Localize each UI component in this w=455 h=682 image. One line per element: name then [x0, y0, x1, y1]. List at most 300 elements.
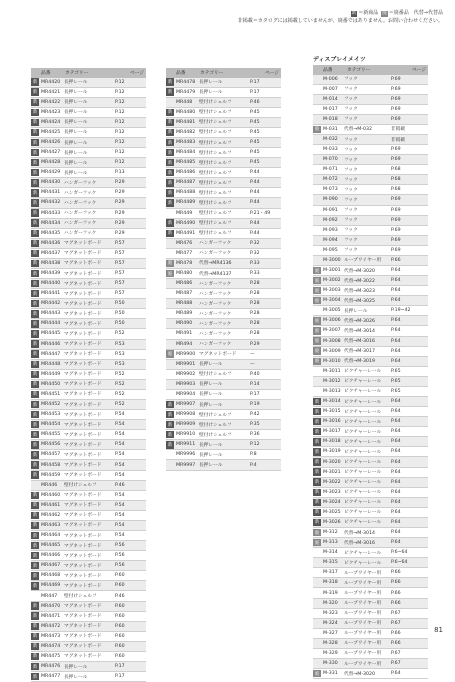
item-category: ハンガーフック	[63, 210, 111, 216]
table-row	[31, 299, 146, 309]
item-code: M-313	[321, 540, 343, 545]
item-code: M-318	[321, 580, 343, 585]
new-badge-icon: 新	[31, 602, 39, 609]
item-code: MR4451	[39, 392, 63, 397]
table-row	[166, 289, 281, 299]
item-category: ハンガーフック	[198, 311, 246, 317]
badge-empty	[313, 257, 321, 264]
item-code: MR4488	[174, 190, 198, 195]
item-page: P.36	[246, 432, 281, 437]
item-category: 壁付けシェルフ	[198, 180, 246, 186]
item-code: MR4440	[39, 281, 63, 286]
table-row	[166, 249, 281, 259]
table-row	[31, 410, 146, 420]
item-code: M-3007	[321, 328, 343, 333]
table-row	[31, 309, 146, 319]
item-code: MR4453	[39, 412, 63, 417]
item-page: P.60	[111, 624, 146, 629]
item-code: M-324	[321, 621, 343, 626]
item-page: P.66	[387, 258, 428, 263]
item-page: P.64	[387, 318, 428, 323]
table-row	[31, 219, 146, 229]
table-row	[31, 622, 146, 632]
table-row	[31, 370, 146, 380]
item-category: ピクチャーレール	[343, 560, 387, 566]
item-code: MR4474	[39, 644, 63, 649]
item-page: P.17	[111, 674, 146, 679]
item-category: 壁付けシェルフ	[198, 129, 246, 135]
item-page: P.64	[387, 439, 428, 444]
discontinued-badge-icon: 廃	[313, 327, 321, 334]
item-code: M-3012	[321, 379, 343, 384]
discontinued-badge-icon: 廃	[313, 267, 321, 274]
item-page: P.66	[387, 601, 428, 606]
new-badge-icon: 新	[31, 230, 39, 237]
item-category: 壁付けシェルフ	[198, 109, 246, 115]
item-page: P.64	[387, 540, 428, 545]
item-code: M-071	[321, 167, 343, 172]
item-page: P.69	[387, 77, 428, 82]
table-row	[313, 306, 428, 316]
badge-empty	[166, 451, 174, 458]
table-row	[166, 128, 281, 138]
item-category: 長押レール	[63, 150, 111, 156]
badge-empty	[166, 250, 174, 257]
new-badge-icon: 新	[31, 169, 39, 176]
item-page: P.54	[111, 442, 146, 447]
item-page: P.17	[246, 392, 281, 397]
item-page: P.64	[387, 349, 428, 354]
item-page: P.17	[111, 664, 146, 669]
item-category: 壁付けシェルフ	[198, 210, 246, 216]
table-row	[313, 538, 428, 548]
item-page: P.13	[111, 170, 146, 175]
new-badge-icon: 新	[31, 612, 39, 619]
item-category: マグネットボード	[63, 603, 111, 609]
item-page: P.57	[111, 281, 146, 286]
table-row	[313, 185, 428, 195]
item-code: M-094	[321, 238, 343, 243]
table-row	[313, 85, 428, 95]
item-code: M-317	[321, 570, 343, 575]
item-page: P.57	[111, 271, 146, 276]
table-row	[166, 88, 281, 98]
item-page: P.69	[387, 107, 428, 112]
new-badge-icon: 新	[31, 129, 39, 136]
item-category: マグネットボード	[63, 462, 111, 468]
item-code: MR476	[174, 241, 198, 246]
table-row	[313, 518, 428, 528]
item-category: マグネットボード	[63, 573, 111, 579]
item-code: MR4447	[39, 352, 63, 357]
item-code: MR4428	[39, 160, 63, 165]
new-badge-icon: 新	[313, 509, 321, 516]
table-row	[313, 165, 428, 175]
item-category: フック	[343, 86, 387, 92]
legend	[233, 10, 443, 25]
item-page: P.17	[246, 80, 281, 85]
item-page: P.45	[246, 130, 281, 135]
item-page: P.64	[387, 359, 428, 364]
item-code: MR447	[39, 594, 63, 599]
new-badge-icon: 新	[166, 129, 174, 136]
new-badge-icon: 新	[31, 361, 39, 368]
table-row	[313, 447, 428, 457]
item-category: 長押レール	[198, 402, 246, 408]
item-page: P.69	[387, 218, 428, 223]
item-code: MR4473	[39, 634, 63, 639]
item-page: P.54	[111, 422, 146, 427]
badge-empty	[166, 461, 174, 468]
item-code: MR4487	[174, 180, 198, 185]
discontinued-badge-icon: 廃	[166, 260, 174, 267]
table-row	[313, 175, 428, 185]
item-code: MR4476	[39, 664, 63, 669]
item-category: ピクチャーレール	[343, 449, 387, 455]
item-code: M-073	[321, 187, 343, 192]
item-category: フック	[343, 167, 387, 173]
table-row	[166, 450, 281, 460]
item-category: マグネットボード	[63, 533, 111, 539]
table-row	[31, 329, 146, 339]
table-row	[166, 309, 281, 319]
item-page: P.32	[246, 251, 281, 256]
table-column-3	[313, 56, 428, 679]
new-badge-icon: 新	[31, 673, 39, 680]
item-code: M-3000	[321, 258, 343, 263]
item-code: MR4461	[39, 503, 63, 508]
new-badge-icon: 新	[31, 320, 39, 327]
item-page: P.29	[111, 200, 146, 205]
item-code: M-3022	[321, 480, 343, 485]
item-category: マグネットボード	[63, 633, 111, 639]
item-category: 壁付けシェルフ	[198, 200, 246, 206]
table-row	[313, 326, 428, 336]
new-badge-icon: 新	[31, 340, 39, 347]
table-row	[166, 360, 281, 370]
item-code: MR4486	[174, 170, 198, 175]
table-row	[313, 206, 428, 216]
item-category: マグネットボード	[63, 492, 111, 498]
table-row	[313, 478, 428, 488]
new-badge-icon: 新	[313, 468, 321, 475]
table-row	[166, 168, 281, 178]
item-page: P.64	[387, 288, 428, 293]
item-category: フック	[343, 106, 387, 112]
discontinued-badge-icon: 廃	[313, 358, 321, 365]
item-code: MR4432	[39, 200, 63, 205]
new-badge-icon: 新	[166, 401, 174, 408]
header-page: ページ	[120, 70, 146, 76]
badge-empty	[166, 99, 174, 106]
table-row	[31, 602, 146, 612]
item-page: P.60	[111, 644, 146, 649]
item-page: P.29	[111, 231, 146, 236]
table-row	[166, 350, 281, 360]
item-page: P.64	[387, 490, 428, 495]
item-page: P.56	[111, 563, 146, 568]
item-category: マグネットボード	[63, 321, 111, 327]
item-page: P.40	[246, 372, 281, 377]
table-row	[31, 229, 146, 239]
item-page: P.69	[387, 117, 428, 122]
item-category: ハンガーフック	[63, 180, 111, 186]
new-badge-icon: 新	[31, 99, 39, 106]
table-row	[31, 390, 146, 400]
item-code: MR4424	[39, 120, 63, 125]
item-code: MR4459	[39, 473, 63, 478]
item-category: フック	[343, 177, 387, 183]
badge-empty	[166, 300, 174, 307]
item-code: M-3011	[321, 369, 343, 374]
badge-empty	[313, 96, 321, 103]
new-badge-icon: 新	[31, 552, 39, 559]
item-category: マグネットボード	[63, 271, 111, 277]
item-code: MR9908	[174, 412, 198, 417]
item-category: マグネットボード	[63, 260, 111, 266]
new-badge-icon: 新	[313, 448, 321, 455]
item-category: フック	[343, 247, 387, 253]
item-page: P.52	[111, 402, 146, 407]
table-row	[31, 430, 146, 440]
table-row	[166, 430, 281, 440]
item-page: P.64	[387, 460, 428, 465]
item-category: 代替→M-3019	[343, 358, 387, 364]
badge-empty	[166, 310, 174, 317]
item-category: マグネットボード	[63, 250, 111, 256]
item-code: M-3015	[321, 409, 343, 414]
discontinued-badge-icon: 廃	[313, 337, 321, 344]
item-code: M-3023	[321, 490, 343, 495]
badge-empty	[313, 559, 321, 566]
item-code: MR4463	[39, 523, 63, 528]
new-badge-icon: 新	[313, 499, 321, 506]
new-badge-icon: 新	[31, 562, 39, 569]
item-category: 代替→M-3014	[343, 530, 387, 536]
table-row	[31, 591, 146, 601]
item-page: P.50	[111, 311, 146, 316]
table-row	[166, 148, 281, 158]
table-row	[313, 558, 428, 568]
item-code: MR4442	[39, 301, 63, 306]
badge-empty	[313, 216, 321, 223]
new-badge-icon: 新	[31, 431, 39, 438]
table-row	[166, 460, 281, 470]
item-code: M-3003	[321, 288, 343, 293]
new-badge-icon: 新	[31, 421, 39, 428]
item-code: M-330	[321, 661, 343, 666]
item-category: 代替→M-3022	[343, 278, 387, 284]
item-code: M-3019	[321, 449, 343, 454]
item-page: P.12	[111, 160, 146, 165]
item-code: MR4458	[39, 463, 63, 468]
table-row	[31, 511, 146, 521]
table-row	[31, 158, 146, 168]
new-badge-icon: 新	[31, 471, 39, 478]
badge-empty	[313, 206, 321, 213]
item-code: MR4445	[39, 331, 63, 336]
item-code: MR4421	[39, 90, 63, 95]
item-page: P.45	[246, 150, 281, 155]
table-row	[31, 198, 146, 208]
item-category: マグネットボード	[63, 412, 111, 418]
item-code: M-032	[321, 137, 343, 142]
item-code: MR4466	[39, 553, 63, 558]
item-page: P.64	[387, 278, 428, 283]
item-code: MR4472	[39, 624, 63, 629]
badge-empty	[166, 381, 174, 388]
new-badge-icon: 新	[31, 199, 39, 206]
item-code: MR4435	[39, 231, 63, 236]
item-code: MR4468	[39, 573, 63, 578]
table-row	[31, 138, 146, 148]
item-category: 代替→M-3020	[343, 268, 387, 274]
table-row	[166, 98, 281, 108]
item-code: MR9996	[174, 452, 198, 457]
badge-empty	[313, 237, 321, 244]
item-code: MR4450	[39, 382, 63, 387]
item-code: MR4481	[174, 120, 198, 125]
badge-empty	[313, 186, 321, 193]
item-category: 代替→M-3023	[343, 288, 387, 294]
table-row	[313, 75, 428, 85]
item-category: マグネットボード	[198, 351, 246, 357]
table-row	[166, 279, 281, 289]
table-row	[166, 188, 281, 198]
discontinued-badge-icon: 廃	[313, 126, 321, 133]
item-page: P.12	[111, 100, 146, 105]
table-row	[166, 118, 281, 128]
table-body	[31, 78, 146, 682]
item-code: MR490	[174, 321, 198, 326]
item-page: P.33	[246, 271, 281, 276]
item-page: P.44	[246, 221, 281, 226]
new-badge-icon: 新	[31, 260, 39, 267]
item-page: P.17	[246, 90, 281, 95]
item-code: MR477	[174, 251, 198, 256]
item-page: P.69	[387, 238, 428, 243]
table-row	[313, 337, 428, 347]
new-badge-icon: 新	[166, 179, 174, 186]
item-category: 壁付けシェルフ	[198, 190, 246, 196]
new-badge-icon: 新	[166, 169, 174, 176]
item-category: 長押レール	[198, 79, 246, 85]
item-page: P.29	[111, 190, 146, 195]
new-badge-icon: 新	[31, 381, 39, 388]
table-row	[31, 168, 146, 178]
item-category: マグネットボード	[63, 301, 111, 307]
item-category: 長押レール	[63, 109, 111, 115]
item-code: M-3010	[321, 359, 343, 364]
item-category: 長押レール	[63, 99, 111, 105]
item-category: ハンガーフック	[63, 200, 111, 206]
item-code: MR4460	[39, 493, 63, 498]
discontinued-badge-icon: 廃	[313, 347, 321, 354]
item-code: M-323	[321, 611, 343, 616]
table-body	[166, 78, 281, 471]
item-page: P.4	[246, 463, 281, 468]
item-page: P.45	[246, 120, 281, 125]
item-code: M-092	[321, 218, 343, 223]
item-category: 壁付けシェルフ	[63, 482, 111, 488]
item-category: 代替→MR4137	[198, 271, 246, 277]
item-category: 長押レール	[343, 308, 387, 314]
new-badge-icon: 新	[166, 199, 174, 206]
table-row	[313, 669, 428, 679]
item-page: P.12	[111, 130, 146, 135]
badge-empty	[166, 320, 174, 327]
table-row	[313, 659, 428, 669]
item-code: MR4441	[39, 291, 63, 296]
header-code: 品番	[31, 70, 59, 76]
item-category: マグネットボード	[63, 422, 111, 428]
header-page: ページ	[255, 70, 281, 76]
new-badge-icon: 新	[166, 119, 174, 126]
item-page: P.65	[387, 389, 428, 394]
item-code: MR4436	[39, 241, 63, 246]
table-row	[313, 629, 428, 639]
item-code: MR4475	[39, 654, 63, 659]
table-header	[31, 68, 146, 78]
item-code: M-3021	[321, 470, 343, 475]
item-code: M-014	[321, 97, 343, 102]
item-page: P.54	[111, 473, 146, 478]
item-category: 壁付けシェルフ	[198, 150, 246, 156]
table-row	[166, 390, 281, 400]
item-code: MR4430	[39, 180, 63, 185]
table-row	[313, 367, 428, 377]
table-row	[31, 98, 146, 108]
table-row	[31, 541, 146, 551]
item-page: P.14	[246, 382, 281, 387]
header-code: 品番	[166, 70, 194, 76]
item-page: P.69	[387, 228, 428, 233]
item-category: ハンガーフック	[198, 341, 246, 347]
item-code: M-3006	[321, 318, 343, 323]
item-code: MR4490	[174, 221, 198, 226]
item-page: P.12	[111, 110, 146, 115]
item-category: マグネットボード	[63, 452, 111, 458]
table-row	[166, 198, 281, 208]
item-category: ループワイヤー用	[343, 570, 387, 576]
item-page: P.64	[387, 671, 428, 676]
item-page: P.60	[111, 634, 146, 639]
item-page: P.66	[387, 591, 428, 596]
item-code: MR9904	[174, 392, 198, 397]
discontinued-badge-icon: 廃	[313, 297, 321, 304]
table-row	[313, 357, 428, 367]
table-row	[166, 410, 281, 420]
item-category: ピクチャーレール	[343, 429, 387, 435]
table-row	[31, 561, 146, 571]
discontinued-badge-icon: 廃	[313, 539, 321, 546]
item-category: 長押レール	[63, 160, 111, 166]
new-badge-icon: 新	[31, 441, 39, 448]
table-row	[313, 125, 428, 135]
header-category: カテゴリー	[59, 70, 120, 76]
item-category: フック	[343, 237, 387, 243]
item-category: ピクチャーレール	[343, 519, 387, 525]
badge-empty	[313, 116, 321, 123]
table-row	[313, 599, 428, 609]
item-page: P.64	[387, 409, 428, 414]
item-category: マグネットボード	[63, 331, 111, 337]
item-code: MR4482	[174, 130, 198, 135]
badge-empty	[166, 290, 174, 297]
discontinued-badge-icon: 廃	[313, 287, 321, 294]
badge-empty	[166, 371, 174, 378]
item-page: P.64	[387, 429, 428, 434]
